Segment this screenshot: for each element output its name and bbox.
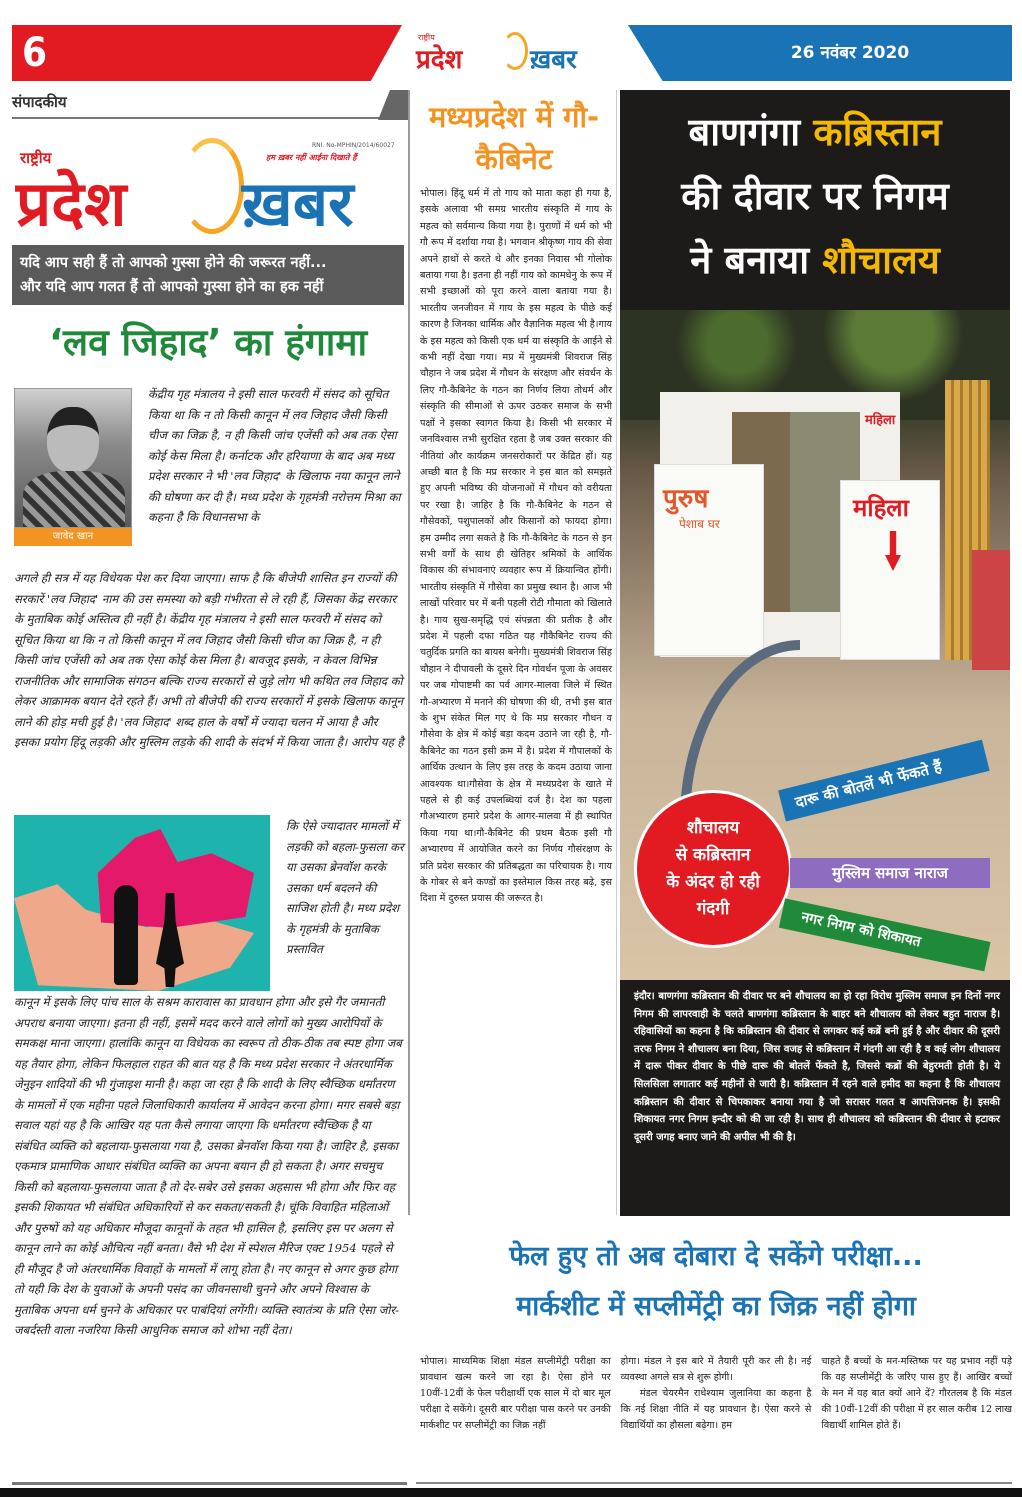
logo-pradesh: प्रदेश <box>416 45 463 75</box>
gau-cabinet-headline[interactable]: मध्यप्रदेश में गौ-कैबिनेट <box>428 100 600 176</box>
exam-column-1: भोपाल। माध्यमिक शिक्षा मंडल सप्लीमेंट्री परीक्षा का प्रावधान खत्म करने जा रहा है। ऐसा होने पर 10वीं-12वीं के फेल परीक्षार्थी एक साल में दो बार मूल परीक्षा दे सकेंगे। दूसरी बार परीक्षा पास करने पर उनकी मार्कशीट पर सप्लीमेंट्री का जिक्र नहीं <box>420 1356 611 1431</box>
torch-flame-icon <box>180 138 244 234</box>
header-logo[interactable] <box>410 28 622 84</box>
author-name: जावेद खान <box>14 528 132 546</box>
masthead-rni: RNI. No-MPHIN/2014/60027 <box>312 142 395 149</box>
mens-panel <box>654 464 764 656</box>
editorial-intro: केंद्रीय गृह मंत्रालय ने इसी साल फरवरी में संसद को सूचित किया था कि न तो किसी कानून में लव जिहाद जैसी किसी चीज का जिक्र है, न ही किसी जांच एजेंसी को अब तक ऐसा कोई केस मिला है। कर्नाटक और हरियाणा के बाद अब मध्य प्रदेश सरकार ने भी 'लव जिहाद' के खिलाफ नया कानून लाने की घोषणा कर दी है। मध्य प्रदेश के गृहमंत्री नरोत्तम मिश्रा का कहना है कि विधानसभा के <box>148 387 401 524</box>
motto-box <box>12 245 404 305</box>
headline-part: ने बनाया <box>690 238 810 282</box>
masthead <box>12 128 404 246</box>
headline-part: बाणगंगा <box>688 110 801 154</box>
motto-line-1: यदि आप सही हैं तो आपको गुस्सा होने की जरूरत नहीं... <box>20 255 327 271</box>
editorial-side-text: कि ऐसे ज्यादातर मामलों में लड़की को बहला-फुसला कर या उसका ब्रेनवॉश करके उसका धर्म बदलने की साजिश होती है। मध्य प्रदेश के गृहमंत्री के मुताबिक प्रस्तावित <box>286 819 404 956</box>
author-photo-head <box>47 407 99 473</box>
editorial-headline[interactable]: ‘लव जिहाद’ का हंगामा <box>48 321 368 364</box>
masthead-pradesh: प्रदेश <box>16 167 127 240</box>
sign-men-sub: पेशाब घर <box>679 517 720 531</box>
love-jihad-illustration <box>14 815 270 991</box>
logo-rashtriya: राष्ट्रीय <box>418 33 435 42</box>
editorial-body: अगले ही सत्र में यह विधेयक पेश कर दिया जाएगा। साफ है कि बीजेपी शासित इन राज्यों की सरकारें 'लव जिहाद' नाम की उस समस्या को बड़ी गंभीरता से ले रही हैं, जिसका केंद्र सरकार के मुताबिक कोई अस्तित्व ही नहीं है। केंद्रीय गृह मंत्रालय ने इसी साल फरवरी में संसद को सूचित किया था कि न तो किसी कानून में लव जिहाद जैसी किसी चीज का जिक्र है, न ही किसी जांच एजेंसी को अब तक ऐसा कोई केस मिला है। बावजूद इसके, न केवल विभिन्न राजनीतिक और सामाजिक संगठन बल्कि राज्य सरकारों से जुड़े लोग भी कथित लव जिहाद को लेकर आक्रामक बयान देते रहते हैं। अभी तो बीजेपी की राज्य सरकारों में इसके खिलाफ कानून लाने की होड़ मची हुई है। 'लव जिहाद' शब्द हाल के वर्षों में ज्यादा चलन में आया है और इसका प्रयोग हिंदू लड़की और मुस्लिम लड़के की शादी के संदर्भ में किया जाता है। आरोप यह है <box>14 571 404 749</box>
exam-body <box>420 1354 1012 1434</box>
column-divider <box>616 90 617 1215</box>
couple-silhouette-man <box>114 885 138 985</box>
exam-bottom-rule <box>416 1482 1012 1484</box>
page-number-banner <box>12 25 402 81</box>
editorial-continued: कानून में इसके लिए पांच साल के सश्रम कारावास का प्रावधान होगा और इसे गैर जमानती अपराध बनाया जाएगा। इतना ही नहीं, इसमें मदद करने वाले लोगों को मुख्य आरोपियों के समकक्ष माना जाएगा। हालांकि कानून या विधेयक का स्वरूप तो ठीक-ठीक तब स्पष्ट होगा जब यह तैयार होगा, लेकिन फिलहाल राहत की बात यह है कि मध्य प्रदेश सरकार ने अंतरधार्मिक जेनुइन शादियों की भी गुंजाइश मानी है। कहा जा रहा है कि शादी के लिए स्वैच्छिक धर्मांतरण के मामलों में एक महीना पहले जिलाधिकारी कार्यालय में आवेदन करना होगा। मगर सबसे बड़ा सवाल यहां यह है कि आखिर यह पता कैसे लगाया जाएगा कि धर्मांतरण स्वैच्छिक है या संबंधित व्यक्ति को बहलाया-फुसलाया गया है, उसका ब्रेनवॉश किया गया है। जाहिर है, इसका एकमात्र प्रामाणिक आधार संबंधित व्यक्ति का अपना बयान ही हो सकता है। अगर सचमुच किसी को बहलाया-फुसलाया जाता है तो देर-सबेर उसे इसका अहसास भी होगा और फिर वह इसकी शिकायत भी संबंधित अधिकारियों से कर सकता/सकती है। चूंकि विवाहित महिलाओं और पुरुषों को यह अधिकार मौजूदा कानूनों के तहत भी हासिल है, इसलिए इस पर अलग से कानून लाने का कोई औचित्य नहीं बनता। वैसे भी देश में स्पेशल मैरिज एक्ट 1954 पहले से ही मौजूद है जो अंतरधार्मिक विवाहों के मामलों में लागू होता है। नए कानून से अगर कुछ होगा तो यही कि देश के युवाओं के अपनी पसंद का जीवनसाथी चुनने और अपने विश्वास के मुताबिक अपना धर्म चुनने के अधिकार पर पाबंदियां लगेंगी। व्यक्ति स्वातंत्र्य के प्रति ऐसा जोर-जबर्दस्ती वाला नजरिया किसी आधुनिक समाज को शोभा नहीं देता। <box>14 995 402 1337</box>
exam-headline[interactable] <box>416 1232 1016 1332</box>
circle-line: गंदगी <box>696 899 730 919</box>
arrow-down-icon <box>885 531 901 571</box>
tag-muslim-community: मुस्लिम समाज नाराज <box>790 858 990 888</box>
exam-headline-line-2: मार्कशीट में सप्लीमेंट्री का जिक्र नहीं होगा <box>516 1291 916 1322</box>
author-photo-shirt <box>23 471 125 528</box>
gau-cabinet-body: भोपाल। हिंदू धर्म में तो गाय को माता कहा ही गया है, इसके अलावा भी समग्र भारतीय संस्कृति में गाय के महत्व को सर्वमान्य किया गया है। पुराणों में धर्म को भी गौ रूप में दर्शाया गया है। भगवान श्रीकृष्ण गाय की सेवा अपने हाथों से करते थे और इनका निवास भी गोलोक बताया गया है। इतना ही नहीं गाय को कामधेनु के रूप में सभी इच्छाओं को पूरा करने वाला बताया गया है। भारतीय जनजीवन में गाय के इस महत्व के पीछे कई कारण है जिनका धार्मिक और वैज्ञानिक महत्व भी है।गाय के इस महत्व को किसी एक धर्म या संस्कृति के आईने से कभी नहीं देखा गया। मप्र में मुख्यमंत्री शिवराज सिंह चौहान ने जब प्रदेश में गौधन के संरक्षण और संवर्धन के लिए गौ-कैबिनेट के गठन का निर्णय लिया तोधर्म और संस्कृति की सीमाओं से ऊपर उठकर समाज के सभी पक्षों ने इसका स्वागत किया है। किसी भी सरकार में जनविश्वास तभी सुरक्षित रहता है जब उक्त सरकार की नीतियां और कार्यक्रम जनसरोकारों पर केंद्रित हों। यह अच्छी बात है कि मप्र सरकार ने इस बात को समझते हुए अपनी भविष्य की योजनाओं में गौधन को वरीयता पर रखा है। जाहिर है कि गौ-कैबिनेट के गठन से गौसेवकों, पशुपालकों और किसानों को फायदा होगा। हम उम्मीद लगा सकते है कि गौ-कैबिनेट के गठन से इन सभी वर्गों के साथ ही खेतिहर श्रमिकों के आर्थिक विकास की संभावनाएं व्यवहार रूप में क्रियान्वित होंगी।भारतीय संस्कृति में गौसेवा का प्रमुख स्थान है। आज भी लाखों परिवार घर में बनी पहली रोटी गौमाता को खिलाते है। गाय सुख-समृद्धि एवं संपन्नता की प्रतीक है और प्रदेश में पहली दफा गठित यह गौकैबिनेट राज्य की चतुर्दिक प्रगति का बायस बनेगी। मुख्यमंत्री शिवराज सिंह चौहान ने दीपावली के दूसरे दिन गोवर्धन पूजा के अवसर पर जब गोपाष्टमी का पर्व आगर-मालवा जिले में स्थित गौ-अभ्यारण में मनाने की घोषणा की थी, तभी इस बात के शुभ संकेत मिल गए थे कि मप्र सरकार गौधन व गौसेवा के क्षेत्र में कोई बड़ा कदम उठाने जा रही है, गौ-कैबिनेट का गठन इसी क्रम में है। प्रदेश में गौपालकों के आर्थिक उत्थान के लिए इस तरह के कदम उठाया जाना आवश्यक था।गौसेवा के क्षेत्र में मध्यप्रदेश के खाते में पहले से ही कई उपलब्धियां दर्ज है। देश का पहला गौअभ्यारण हमारे प्रदेश के आगर-मालवा में ही स्थापित किया गया था।गौ-कैबिनेट की प्रथम बैठक इसी गौ अभ्यारण्य में आयोजित करने का निर्णय गौसंरक्षण के प्रति प्रदेश सरकार की प्रतिबद्धता का परिचायक है। गाय के गोबर से बने कण्डों का इस्तेमाल किस तरह बढ़े, इस दिशा में दुरुस्त प्रयास की जरूरत है। <box>420 188 612 905</box>
headline-highlight: शौचालय <box>822 238 940 282</box>
editorial-bottom-rule <box>12 1482 407 1485</box>
tag-bottles: दारू की बोतलें भी फेंकते हैं <box>778 740 990 822</box>
exam-column-2b: मंडल चेयरमैन राधेश्याम जुलानिया का कहना है कि नई शिक्षा नीति में यह प्रावधान है। ऐसा करने से विद्यार्थियों का हौसला बढ़ेगा। हम <box>620 1388 812 1431</box>
exam-column-2 <box>621 1354 812 1434</box>
section-label: संपादकीय <box>12 93 67 111</box>
issue-date: 26 नवंबर 2020 <box>790 43 910 63</box>
page-number: 6 <box>22 30 48 76</box>
sign-women: महिला <box>853 494 909 522</box>
column-divider <box>408 90 410 1215</box>
sign-women-top: महिला <box>865 413 896 428</box>
masthead-rashtriya: राष्ट्रीय <box>20 149 52 167</box>
masthead-tagline: हम ख़बर नहीं आईना दिखाते हैं <box>266 153 357 162</box>
headline-part: की दीवार पर निगम <box>681 174 949 218</box>
headline-highlight: कब्रिस्तान <box>813 110 942 154</box>
sign-men: पुरुष <box>663 484 709 514</box>
section-slash-decoration <box>378 90 408 120</box>
author-photo <box>14 388 132 528</box>
page-bottom-bar <box>0 1488 1022 1497</box>
toilet-booth <box>660 392 909 657</box>
circle-line: शौचालय <box>686 818 740 838</box>
logo-khabar: ख़बर <box>530 45 577 75</box>
circle-line: से कब्रिस्तान <box>675 845 751 865</box>
motto-line-2: और यदि आप गलत हैं तो आपको गुस्सा होने का हक नहीं <box>20 279 324 295</box>
kabristan-headline[interactable] <box>624 100 1006 292</box>
masthead-khabar: ख़बर <box>242 167 354 240</box>
section-divider <box>12 117 380 119</box>
exam-column-3: चाहते हैं बच्चों के मन-मस्तिष्क पर यह प्रभाव नहीं पड़े कि वह सप्लीमेंट्री के जरिए पास हुए हैं। आखिर बच्चों के मन में यह बात क्यों आने दें? गौरतलब है कि मंडल की 10वीं-12वीं की परीक्षा में हर साल करीब 12 लाख विद्यार्थी शामिल होते हैं। <box>821 1356 1013 1431</box>
womens-panel <box>840 480 940 660</box>
exam-headline-line-1: फेल हुए तो अब दोबारा दे सकेंगे परीक्षा... <box>509 1241 923 1272</box>
highlight-circle <box>634 790 792 948</box>
exam-column-2a: होगा। मंडल ने इस बारे में तैयारी पूरी कर ली है। नई व्यवस्था अगले सत्र से शुरू होगी। <box>620 1356 812 1383</box>
torch-flame-icon <box>502 32 528 70</box>
circle-line: के अंदर हो रही <box>666 872 760 892</box>
tag-complaint: नगर निगम को शिकायत <box>779 898 991 971</box>
seated-person <box>972 550 1010 670</box>
kabristan-body: इंदौर। बाणगंगा कब्रिस्तान की दीवार पर बने शौचालय का हो रहा विरोध मुस्लिम समाज इन दिनों नगर निगम की लापरवाही के चलते बाणगंगा कब्रिस्तान के बाहर बने शौचालय को लेकर बहुत नाराज है।रहिवासियों का कहना है कि कब्रिस्तान की दीवार से लगकर कई कब्रें बनी हुई है और दीवार की दूसरी तरफ निगम ने शौचालय बना दिया, जिस वजह से कब्रिस्तान में गंदगी आ रही है व कई लोग शौचालय में दारू पीकर दीवार के पीछे दारू की बोतलें फेंकते है, जिससे कब्रों की बेहुरमती होती है। ये सिलसिला लगातार कई महीनों से जारी है। कब्रिस्तान में रहने वाले हमीद का कहना है कि शौचालय कब्रिस्तान की दीवार से चिपकाकर बनाया गया है जो सरासर गलत व आपत्तिजनक है। इसकी शिकायत नगर निगम इन्दौर को की जा रही है। साथ ही शौचालय को कब्रिस्तान की दीवार से हटाकर दूसरी जगह बनाए जाने की अपील भी की है। <box>634 991 1000 1143</box>
